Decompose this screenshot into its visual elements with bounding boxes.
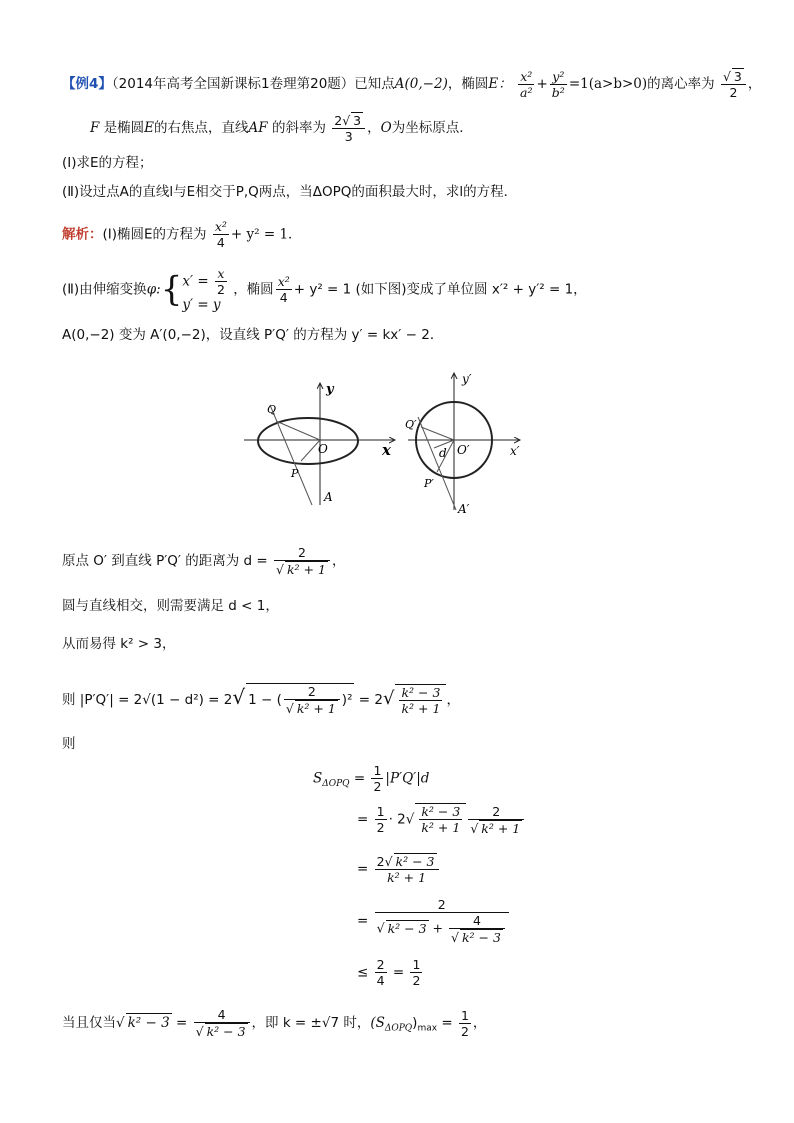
label-O-prime: O′ (457, 443, 470, 457)
area-step-3: = $\frac{\text{2√ k² − 3}}{\text{k² + 1}}$ (357, 853, 441, 885)
final-conclusion: 当且仅当√ k² − 3 = $\frac{4}{\text{√ k² − 3}}$ ，即 k = ±√7 时，$(S_{\Delta OPQ})_{max}$ = $\frac{1}{2}$ ， (62, 1007, 487, 1039)
part-2-question: (Ⅱ)设过点A的直线l与E相交于P,Q两点，当ΔOPQ的面积最大时，求l的方程． (62, 184, 518, 200)
solution-part-2: (Ⅱ)由伸缩变换φ:{x′ = $\frac{x}{2}$ y′ = y ，椭圆 $\frac{\text{x²}}{4}$ + y² = 1 (如下图)变成了单位圆 x′² + y′² = 1， (62, 266, 587, 313)
label-P-prime: P′ (424, 477, 434, 490)
solution-part-1: 解析：(Ⅰ)椭圆E的方程为 $\frac{\text{x²}}{4}$ + y² = 1． (62, 219, 302, 250)
label-P: P (291, 467, 299, 480)
eccentricity-value: $\frac{√ 3}{2}$ (721, 68, 746, 100)
label-x: x (382, 441, 391, 459)
label-d: d (439, 446, 447, 460)
problem-line-1: 【例4】（2014年高考全国新课标1卷理第20题）已知点A(0,−2)，椭圆E： $\frac{\text{x²}}{\text{a²}}$ + $\frac{\text{y²}}{\text{b²}}$ =1(a>b>0)的离心率为 $\frac{√ 3}{2}$ ， (62, 68, 762, 100)
then-label: 则 (62, 736, 76, 752)
problem-source: （2014年高考全国新课标1卷理第20题） (111, 76, 355, 92)
right-diagram (405, 372, 520, 515)
left-diagram (244, 382, 395, 505)
area-step-5: ≤ $\frac{2}{4}$ = $\frac{1}{2}$ (357, 957, 421, 988)
area-step-4: = 2 √ k² − 3 + $\frac{4}{\text{√ k² − 3}}$ (357, 897, 511, 945)
area-step-2: = $\frac{1}{2}$ · 2√ $\frac{\text{k² − 3}}{\text{k² + 1}}$ $\frac{2}{\text{√ k² + 1}}$ (357, 803, 526, 836)
example-tag: 【例4】 (62, 76, 112, 92)
label-Q-prime: Q′ (405, 418, 417, 431)
problem-line-2: F 是椭圆E的右焦点，直线AF 的斜率为 $\frac{2√ 3}{3}$ ，O为坐标原点. (90, 113, 464, 144)
label-O: O (318, 442, 328, 456)
ellipse-circle-figure (240, 365, 530, 515)
slope-value: $\frac{2√ 3}{3}$ (332, 112, 365, 144)
distance-line: 原点 O′ 到直线 P′Q′ 的距离为 d = $\frac{2}{\text{√ k² + 1}}$ ， (62, 545, 346, 577)
label-A: A (324, 490, 333, 504)
label-x-prime: x′ (510, 444, 520, 458)
stretch-system: x′ = $\frac{x}{2}$ y′ = y (182, 266, 225, 313)
ellipse-E (258, 418, 358, 464)
chord-length: 则 |P′Q′| = 2√(1 − d²) = 2√ 1 − ( $\frac{2}{\text{√ k² + 1}}$ )² = 2√ $\frac{\text{k² − 3}}{\text{k² + 1}}$ ， (62, 684, 460, 716)
label-Q: Q (267, 403, 277, 416)
label-y: y (326, 382, 334, 397)
label-y-prime: y′ (462, 372, 472, 386)
intersect-condition: 圆与直线相交，则需要满足 d < 1， (62, 598, 279, 614)
label-A-prime: A′ (458, 502, 470, 515)
solution-line-A: A(0,−2) 变为 A′(0,−2)，设直线 P′Q′ 的方程为 y′ = kx′ − 2． (62, 327, 444, 343)
area-step-1: $S_{\Delta OPQ}$ = $\frac{1}{2}$ |P′Q′|d (313, 763, 430, 794)
solution-label: 解析： (62, 226, 103, 243)
k-squared-condition: 从而易得 k² > 3， (62, 636, 176, 652)
part-1-question: (Ⅰ)求E的方程； (62, 155, 153, 171)
